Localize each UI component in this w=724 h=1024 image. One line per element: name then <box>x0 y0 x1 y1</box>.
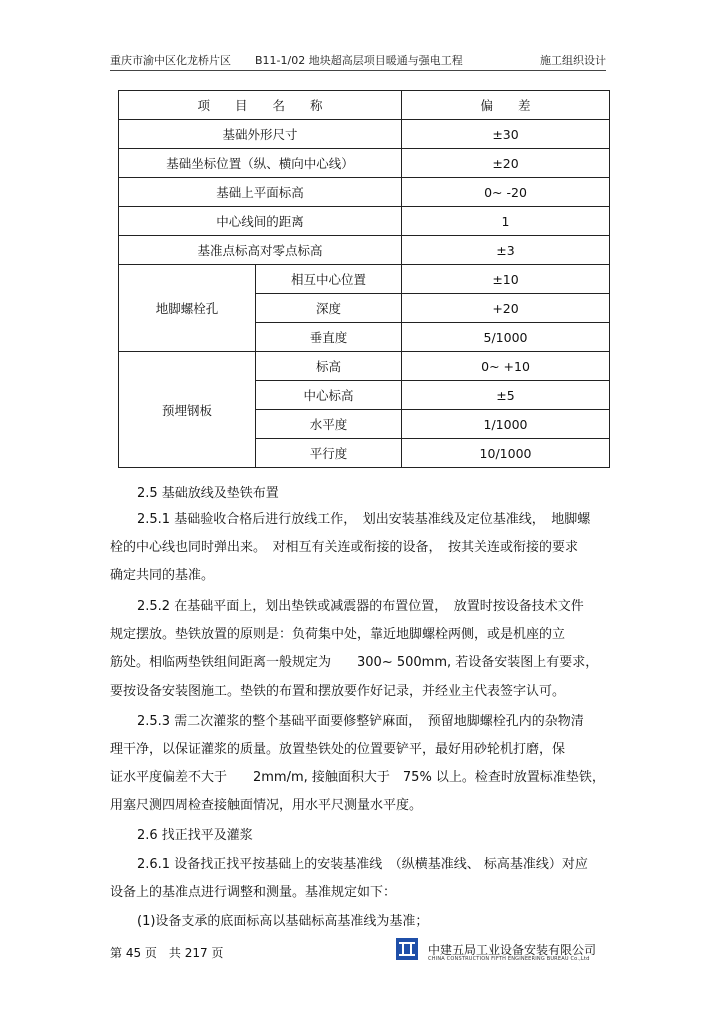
paragraph-line: (1)设备支承的底面标高以基础标高基准线为基准； <box>137 914 429 929</box>
table-cell-deviation: 0~ -20 <box>402 178 610 207</box>
table-header-item: 项 目 名 称 <box>119 91 402 120</box>
table-cell-deviation: ±10 <box>402 265 610 294</box>
table-header-row <box>119 91 610 120</box>
table-cell-name: 中心线间的距离 <box>119 207 402 236</box>
page-header <box>110 52 606 70</box>
paragraph-line: 2.6.1 设备找正找平按基础上的安装基准线 （纵横基准线、 标高基准线）对应 <box>137 857 588 872</box>
table-cell-deviation: 10/1000 <box>402 439 610 468</box>
paragraph-line: 2.5.1 基础验收合格后进行放线工作， 划出安装基准线及定位基准线， 地脚螺 <box>137 512 591 527</box>
paragraph-line: 用塞尺测四周检查接触面情况，用水平尺测量水平度。 <box>110 798 423 813</box>
paragraph-line: 确定共同的基准。 <box>110 568 215 583</box>
table-cell-sub: 中心标高 <box>256 381 402 410</box>
paragraph-line: 理干净，以保证灌浆的质量。放置垫铁处的位置要铲平，最好用砂轮机打磨，保 <box>110 742 566 757</box>
paragraph-line: 2.5.2 在基础平面上，划出垫铁或减震器的布置位置， 放置时按设备技术文件 <box>137 599 584 614</box>
table-cell-deviation: ±3 <box>402 236 610 265</box>
company-logo-icon <box>396 938 418 960</box>
paragraph-line: 筋处。相临两垫铁组间距离一般规定为 300~ 500mm, 若设备安装图上有要求， <box>110 655 599 670</box>
table-row <box>119 265 610 294</box>
header-doc-type: 施工组织设计 <box>540 54 606 67</box>
table-row <box>119 120 610 149</box>
table-cell-deviation: 0~ +10 <box>402 352 610 381</box>
company-name-en: CHINA CONSTRUCTION FIFTH ENGINEERING BUREAU Co.,Ltd <box>428 956 590 962</box>
table-cell-sub: 标高 <box>256 352 402 381</box>
paragraph-line: 设备上的基准点进行调整和测量。基准规定如下： <box>110 885 397 900</box>
table-cell-name: 基础外形尺寸 <box>119 120 402 149</box>
table-group-anchor-bolt: 地脚螺栓孔 <box>119 265 256 352</box>
table-cell-sub: 深度 <box>256 294 402 323</box>
paragraph-line: 栓的中心线也同时弹出来。 对相互有关连或衔接的设备， 按其关连或衔接的要求 <box>110 540 579 555</box>
table-cell-name: 基准点标高对零点标高 <box>119 236 402 265</box>
table-cell-sub: 平行度 <box>256 439 402 468</box>
header-project: B11-1/02 地块超高层项目暖通与强电工程 <box>255 54 463 67</box>
table-cell-deviation: ±5 <box>402 381 610 410</box>
deviation-table <box>118 90 610 468</box>
table-cell-deviation: +20 <box>402 294 610 323</box>
company-logo <box>396 938 418 960</box>
table-header-deviation: 偏 差 <box>402 91 610 120</box>
table-cell-sub: 垂直度 <box>256 323 402 352</box>
company-name-cn: 中建五局工业设备安装有限公司 <box>428 943 597 957</box>
header-location: 重庆市渝中区化龙桥片区 <box>110 54 231 67</box>
table-cell-deviation: 1 <box>402 207 610 236</box>
table-row <box>119 352 610 381</box>
section-heading-2-6: 2.6 找正找平及灌浆 <box>137 828 253 843</box>
paragraph-line: 2.5.3 需二次灌浆的整个基础平面要修整铲麻面， 预留地脚螺栓孔内的杂物清 <box>137 714 584 729</box>
table-row <box>119 236 610 265</box>
paragraph-line: 证水平度偏差不大于 2mm/m, 接触面积大于 75% 以上。检查时放置标准垫铁， <box>110 770 605 785</box>
page-number: 第 45 页 共 217 页 <box>110 946 224 960</box>
table-row <box>119 207 610 236</box>
table-cell-deviation: 1/1000 <box>402 410 610 439</box>
table-cell-deviation: ±30 <box>402 120 610 149</box>
table-cell-deviation: ±20 <box>402 149 610 178</box>
header-divider <box>110 70 606 71</box>
table-group-embedded-plate: 预埋钢板 <box>119 352 256 468</box>
table-row <box>119 149 610 178</box>
paragraph-line: 规定摆放。垫铁放置的原则是：负荷集中处，靠近地脚螺栓两侧，或是机座的立 <box>110 627 566 642</box>
table-cell-sub: 水平度 <box>256 410 402 439</box>
table-row <box>119 178 610 207</box>
section-heading-2-5: 2.5 基础放线及垫铁布置 <box>137 486 279 501</box>
paragraph-line: 要按设备安装图施工。垫铁的布置和摆放要作好记录，并经业主代表签字认可。 <box>110 684 566 699</box>
table-cell-deviation: 5/1000 <box>402 323 610 352</box>
table-cell-name: 基础坐标位置（纵、横向中心线） <box>119 149 402 178</box>
table-cell-sub: 相互中心位置 <box>256 265 402 294</box>
table-cell-name: 基础上平面标高 <box>119 178 402 207</box>
